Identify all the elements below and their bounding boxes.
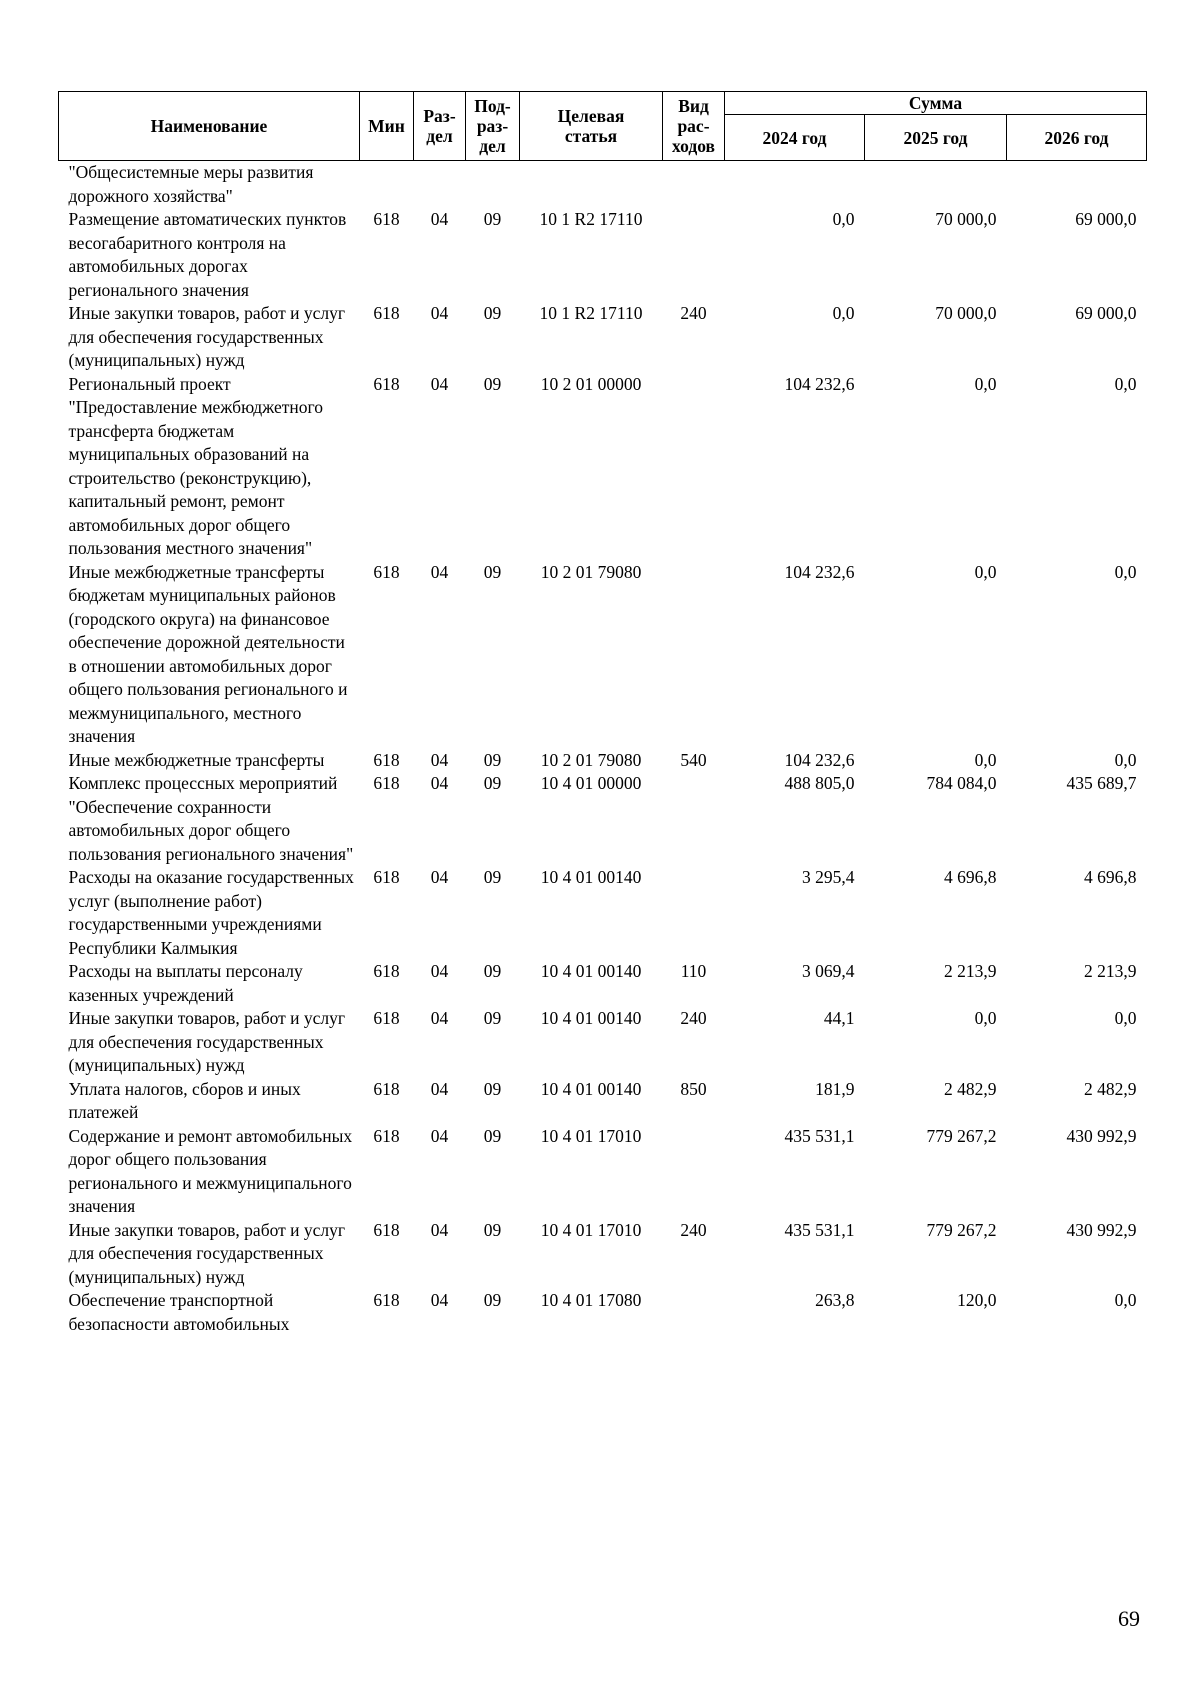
cell-podrazdel: 09: [483, 1290, 502, 1310]
cell-vid: [663, 866, 725, 960]
cell-2026: 0,0: [1114, 561, 1137, 582]
cell-2026: 69 000,0: [1075, 303, 1137, 323]
cell-2024: 263,8: [815, 1290, 855, 1310]
cell-vid: [663, 373, 725, 561]
cell-2026: 69 000,0: [1075, 209, 1137, 229]
table-header: [59, 92, 1147, 161]
cell-2024: 104 232,6: [784, 749, 855, 770]
cell-2024: [725, 161, 865, 209]
cell-2024: 0,0: [832, 209, 855, 229]
header-target: Целевая статья: [520, 92, 663, 161]
cell-podrazdel: 09: [483, 1219, 502, 1240]
cell-target: 10 1 R2 17110: [539, 303, 643, 323]
header-vid: Вид рас- ходов: [663, 92, 725, 161]
cell-podrazdel: 09: [483, 773, 502, 793]
cell-2026: 430 992,9: [1066, 1219, 1137, 1240]
cell-2025: 0,0: [974, 749, 997, 770]
cell-name: Иные закупки товаров, работ и услуг для обеспечения государственных (муниципальных) нужд: [68, 303, 346, 370]
cell-name: Иные межбюджетные трансферты бюджетам муниципальных районов (городского округа) на финансовое обеспечение дорожной деятельности в отношении автомобильных дорог общего пользования регионального и межмуниципального, местного значения: [68, 561, 348, 746]
cell-target: 10 4 01 00140: [540, 961, 642, 981]
cell-name: Содержание и ремонт автомобильных дорог общего пользования регионального и межмуниципального значения: [68, 1125, 353, 1216]
cell-min: 618: [373, 1290, 400, 1310]
cell-target: 10 1 R2 17110: [539, 209, 643, 229]
cell-2024: 3 295,4: [802, 867, 855, 887]
cell-2025: 0,0: [974, 373, 997, 394]
cell-vid: 240: [680, 1219, 707, 1240]
cell-2025: 2 482,9: [944, 1078, 997, 1099]
cell-podrazdel: 09: [483, 961, 502, 981]
cell-target: 10 4 01 17010: [540, 1125, 642, 1146]
cell-2024: 44,1: [823, 1008, 855, 1028]
cell-vid: 540: [680, 749, 707, 770]
cell-2024: 435 531,1: [784, 1125, 855, 1146]
header-razdel: Раз- дел: [414, 92, 466, 161]
cell-min: 618: [373, 1008, 400, 1028]
cell-2026: 0,0: [1114, 749, 1137, 770]
cell-razdel: 04: [430, 961, 449, 981]
cell-2026: 430 992,9: [1066, 1125, 1137, 1146]
table-row: [59, 208, 1147, 302]
cell-2025: 2 213,9: [944, 961, 997, 981]
cell-min: 618: [373, 373, 400, 394]
table-row: [59, 772, 1147, 866]
cell-min: 618: [373, 961, 400, 981]
table-row: [59, 749, 1147, 773]
cell-name: Обеспечение транспортной безопасности автомобильных: [68, 1290, 290, 1334]
cell-target: [520, 161, 663, 209]
cell-2024: 104 232,6: [784, 373, 855, 394]
cell-2026: 0,0: [1114, 373, 1137, 394]
cell-2024: 435 531,1: [784, 1219, 855, 1240]
cell-2025: 120,0: [957, 1290, 997, 1310]
cell-name: Иные закупки товаров, работ и услуг для обеспечения государственных (муниципальных) нужд: [68, 1008, 346, 1075]
header-2025: 2025 год: [865, 115, 1007, 161]
cell-min: 618: [373, 867, 400, 887]
cell-razdel: 04: [430, 1125, 449, 1146]
cell-2026: 2 482,9: [1084, 1078, 1137, 1099]
cell-target: 10 2 01 00000: [540, 373, 642, 394]
cell-razdel: 04: [430, 773, 449, 793]
table-row: [59, 1125, 1147, 1219]
cell-2025: 779 267,2: [926, 1219, 997, 1240]
cell-razdel: 04: [430, 1078, 449, 1099]
cell-podrazdel: 09: [483, 1125, 502, 1146]
cell-name: Региональный проект "Предоставление межбюджетного трансферта бюджетам муниципальных образований на строительство (реконструкцию), капитальный ремонт, ремонт автомобильных дорог общего пользования местного значения": [68, 373, 324, 558]
cell-vid: [663, 208, 725, 302]
table-row: [59, 161, 1147, 209]
table-row: [59, 561, 1147, 749]
cell-2026: [1007, 161, 1147, 209]
cell-2026: 4 696,8: [1084, 867, 1137, 887]
cell-min: 618: [373, 1125, 400, 1146]
table-row: [59, 1078, 1147, 1125]
cell-target: 10 4 01 17010: [540, 1219, 642, 1240]
cell-min: 618: [373, 749, 400, 770]
cell-podrazdel: 09: [483, 373, 502, 394]
cell-target: 10 4 01 00000: [540, 773, 642, 793]
cell-vid: [663, 561, 725, 749]
cell-razdel: 04: [430, 303, 449, 323]
cell-podrazdel: 09: [483, 209, 502, 229]
header-name: Наименование: [59, 92, 360, 161]
header-min: Мин: [360, 92, 414, 161]
cell-razdel: 04: [430, 209, 449, 229]
cell-razdel: 04: [430, 1008, 449, 1028]
cell-vid: 240: [680, 303, 707, 323]
cell-2025: 70 000,0: [935, 209, 997, 229]
cell-name: Уплата налогов, сборов и иных платежей: [68, 1078, 301, 1122]
cell-razdel: 04: [430, 867, 449, 887]
cell-razdel: 04: [430, 1290, 449, 1310]
cell-podrazdel: [466, 161, 520, 209]
cell-min: 618: [373, 303, 400, 323]
cell-name: Комплекс процессных мероприятий "Обеспечение сохранности автомобильных дорог общего пользования регионального значения": [68, 773, 354, 864]
table-row: [59, 1007, 1147, 1078]
cell-vid: 240: [680, 1008, 707, 1028]
cell-target: 10 4 01 17080: [540, 1290, 642, 1310]
cell-razdel: 04: [430, 373, 449, 394]
cell-min: [360, 161, 414, 209]
table-row: [59, 302, 1147, 373]
cell-name: "Общесистемные меры развития дорожного хозяйства": [68, 162, 314, 206]
cell-2024: 3 069,4: [802, 961, 855, 981]
cell-podrazdel: 09: [483, 867, 502, 887]
cell-2025: [865, 161, 1007, 209]
cell-name: Иные межбюджетные трансферты: [68, 749, 325, 770]
cell-name: Иные закупки товаров, работ и услуг для обеспечения государственных (муниципальных) нужд: [68, 1219, 346, 1287]
cell-2024: 104 232,6: [784, 561, 855, 582]
cell-target: 10 2 01 79080: [540, 561, 642, 582]
table-body: [59, 161, 1147, 1337]
header-2026: 2026 год: [1007, 115, 1147, 161]
cell-podrazdel: 09: [483, 1078, 502, 1099]
cell-2025: 70 000,0: [935, 303, 997, 323]
cell-2025: 4 696,8: [944, 867, 997, 887]
cell-min: 618: [373, 209, 400, 229]
cell-vid: [663, 161, 725, 209]
cell-vid: [663, 1125, 725, 1219]
cell-podrazdel: 09: [483, 303, 502, 323]
cell-2026: 0,0: [1114, 1008, 1137, 1028]
cell-2025: 784 084,0: [926, 773, 997, 793]
cell-razdel: [414, 161, 466, 209]
table-row: [59, 373, 1147, 561]
cell-2025: 0,0: [974, 1008, 997, 1028]
cell-2026: 2 213,9: [1084, 961, 1137, 981]
table-row: [59, 866, 1147, 960]
page-number: 69: [1118, 1606, 1140, 1631]
cell-vid: [663, 1289, 725, 1336]
cell-name: Расходы на оказание государственных услуг (выполнение работ) государственными учреждениями Республики Калмыкия: [68, 867, 354, 958]
cell-2024: 488 805,0: [784, 773, 855, 793]
header-podrazdel: Под- раз- дел: [466, 92, 520, 161]
cell-2024: 0,0: [832, 303, 855, 323]
cell-target: 10 4 01 00140: [540, 1008, 642, 1028]
cell-min: 618: [373, 1219, 400, 1240]
cell-vid: 850: [680, 1078, 707, 1099]
cell-vid: 110: [680, 961, 707, 981]
cell-min: 618: [373, 773, 400, 793]
cell-podrazdel: 09: [483, 1008, 502, 1028]
cell-2026: 0,0: [1114, 1290, 1137, 1310]
cell-min: 618: [373, 561, 400, 582]
cell-razdel: 04: [430, 561, 449, 582]
header-sum: Сумма: [725, 92, 1147, 115]
cell-min: 618: [373, 1078, 400, 1099]
cell-podrazdel: 09: [483, 561, 502, 582]
cell-2026: 435 689,7: [1066, 773, 1137, 793]
cell-razdel: 04: [430, 749, 449, 770]
cell-target: 10 4 01 00140: [540, 867, 642, 887]
cell-target: 10 4 01 00140: [540, 1078, 642, 1099]
cell-vid: [663, 772, 725, 866]
cell-name: Расходы на выплаты персоналу казенных учреждений: [68, 961, 303, 1005]
header-2024: 2024 год: [725, 115, 865, 161]
cell-2025: 0,0: [974, 561, 997, 582]
cell-name: Размещение автоматических пунктов весогабаритного контроля на автомобильных дорогах регионального значения: [68, 209, 347, 300]
table-row: [59, 960, 1147, 1007]
cell-podrazdel: 09: [483, 749, 502, 770]
budget-table: [58, 91, 1147, 1336]
cell-2025: 779 267,2: [926, 1125, 997, 1146]
table-row: [59, 1289, 1147, 1336]
cell-2024: 181,9: [815, 1078, 855, 1099]
table-row: [59, 1219, 1147, 1290]
cell-target: 10 2 01 79080: [540, 749, 642, 770]
cell-razdel: 04: [430, 1219, 449, 1240]
